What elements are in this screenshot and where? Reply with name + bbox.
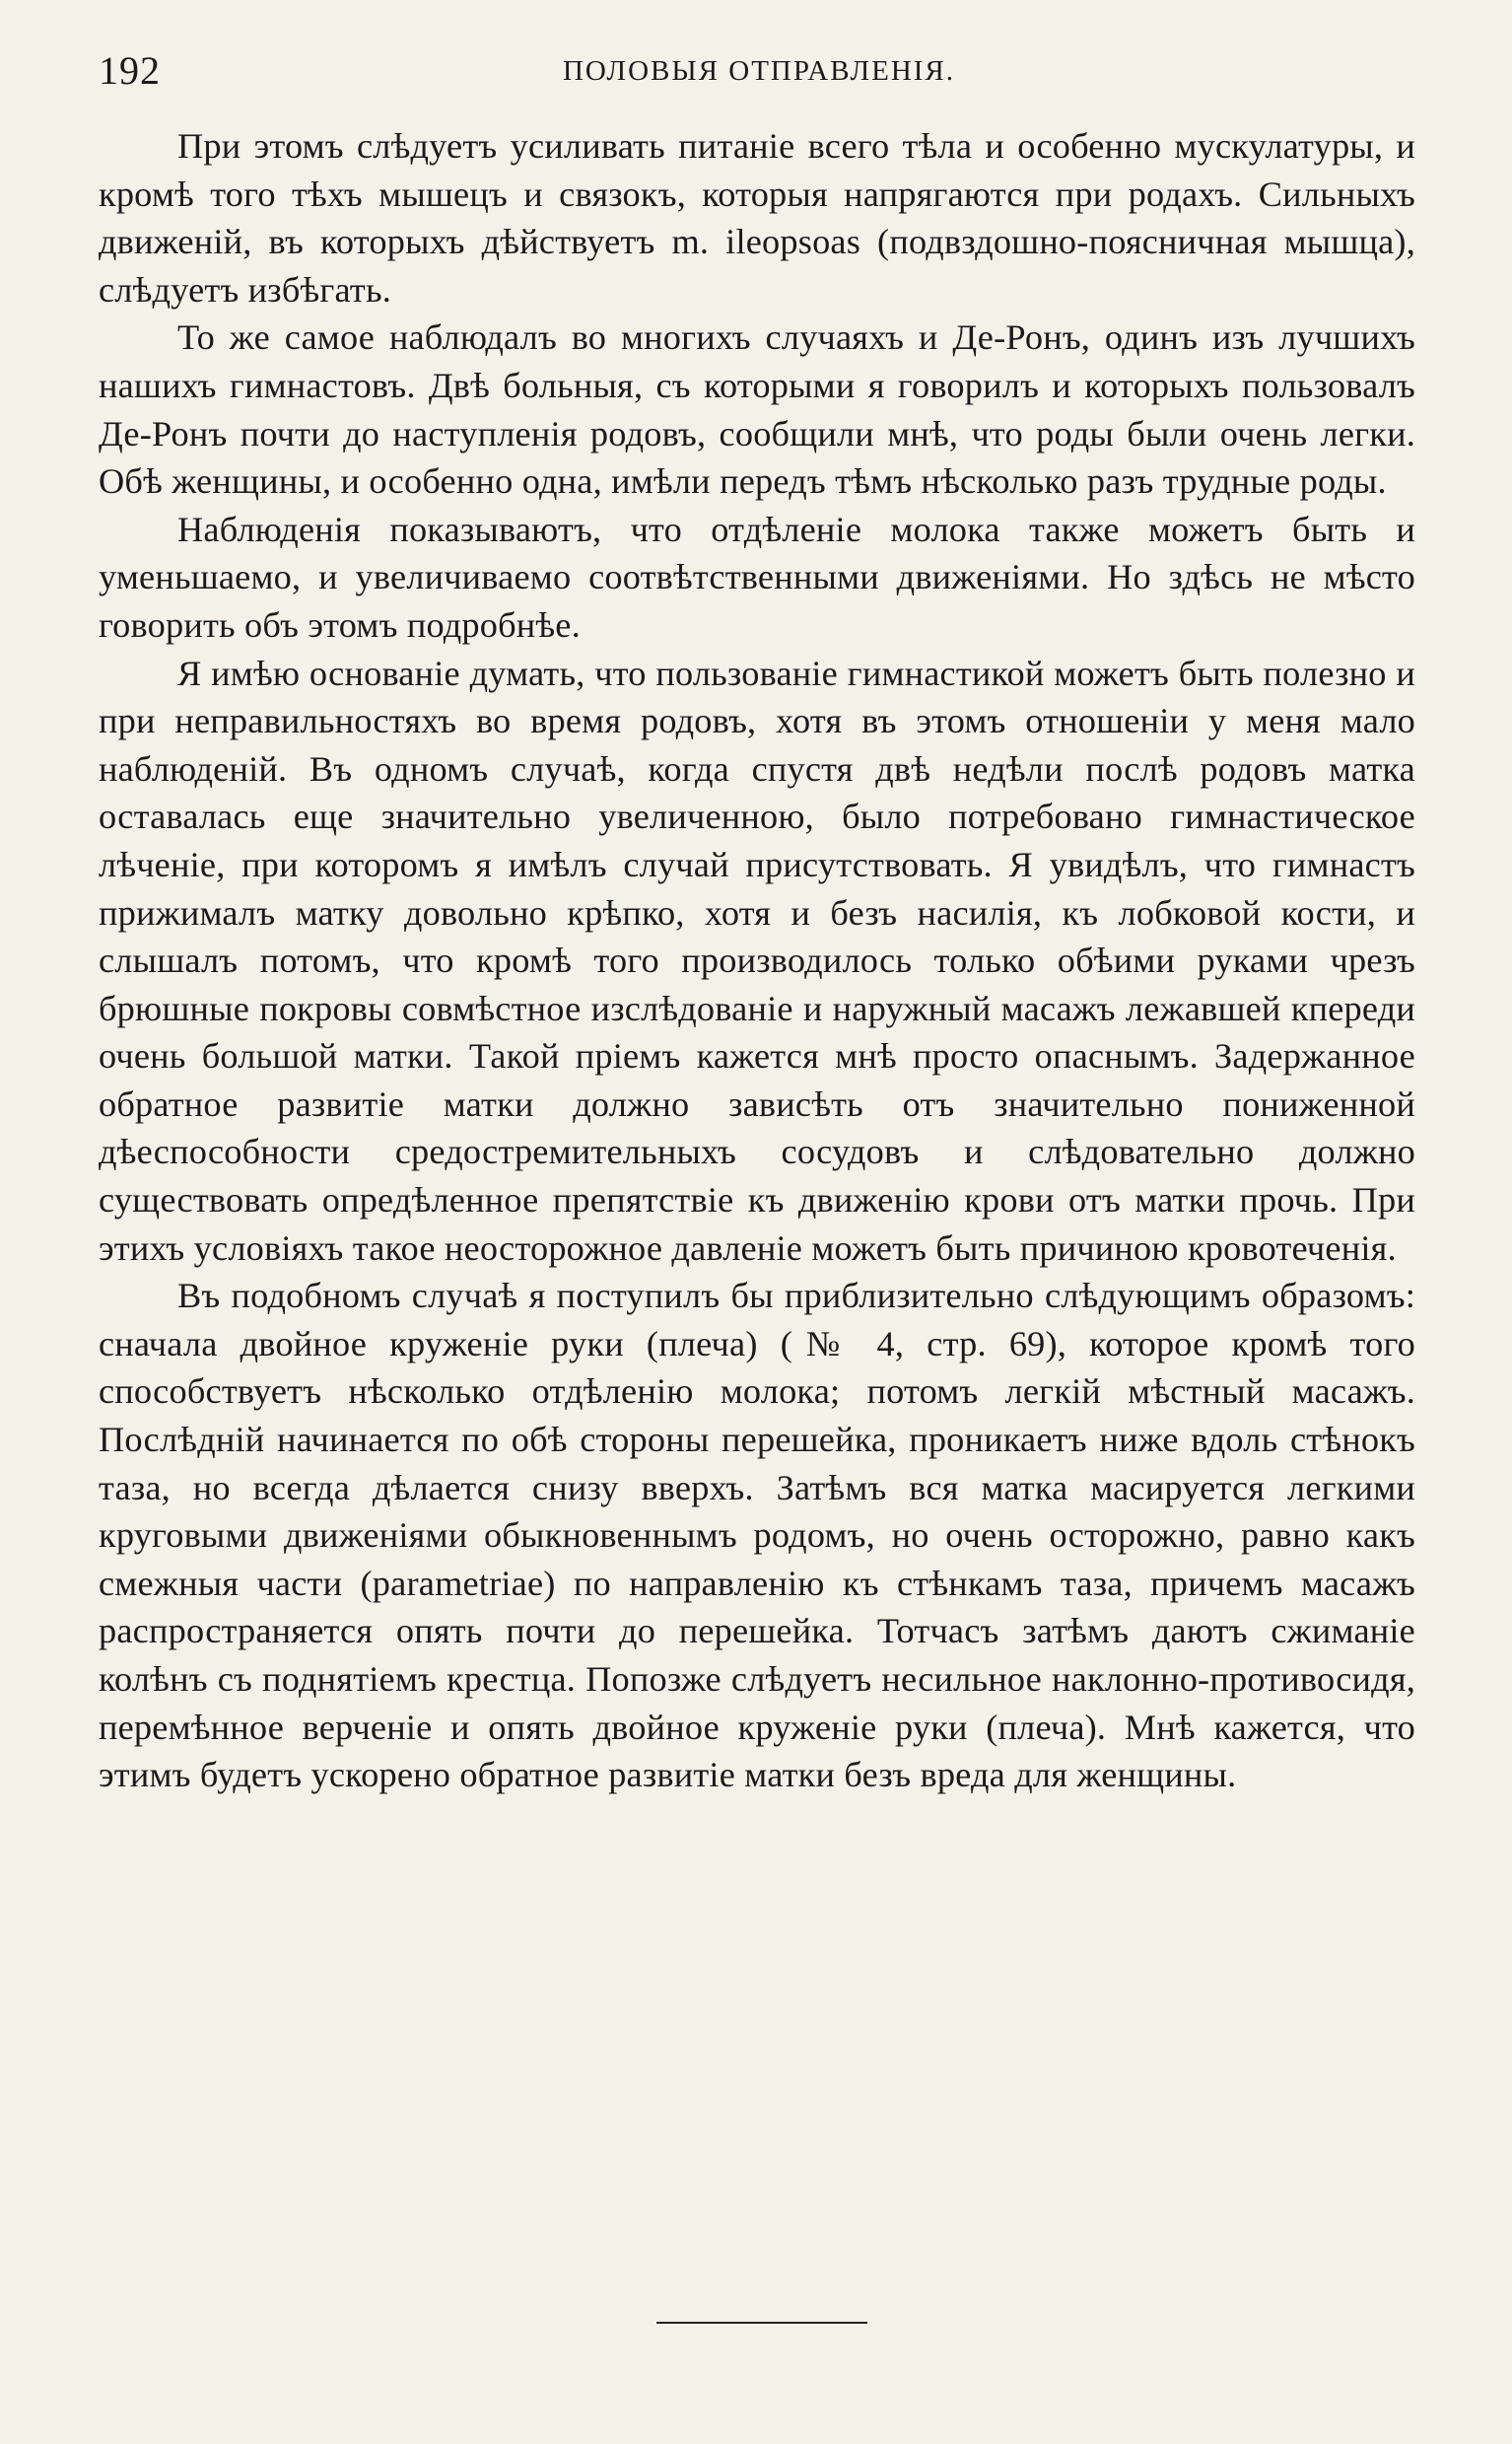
body-text	[99, 122, 1415, 1799]
page-header	[99, 47, 1419, 106]
paragraph-3: Наблюденія показываютъ, что отдѣленіе молока также можетъ быть и уменьшаемо, и увеличиваемо соотвѣтственными движеніями. Но здѣсь не мѣсто говорить объ этомъ подробнѣе.	[99, 509, 1415, 645]
paragraph-2: То же самое наблюдалъ во многихъ случаяхъ и Де-Ронъ, одинъ изъ лучшихъ нашихъ гимнастовъ. Двѣ больныя, съ которыми я говорилъ и которыхъ пользовалъ Де-Ронъ почти до наступленія родовъ, сообщили мнѣ, что роды были очень легки. Обѣ женщины, и особенно одна, имѣли передъ тѣмъ нѣсколько разъ трудные роды.	[99, 317, 1415, 502]
paragraph-1: При этомъ слѣдуетъ усиливать питаніе всего тѣла и особенно мускулатуры, и кромѣ того тѣхъ мышецъ и связокъ, которыя напрягаются при родахъ. Сильныхъ движеній, въ которыхъ дѣйствуетъ m. ileopsoas (подвздошно-поясничная мышца), слѣдуетъ избѣгать.	[99, 126, 1415, 310]
page-number: 192	[99, 48, 161, 93]
paragraph-4: Я имѣю основаніе думать, что пользованіе гимнастикой можетъ быть полезно и при неправильностяхъ во время родовъ, хотя въ этомъ отношеніи у меня мало наблюденій. Въ одномъ случаѣ, когда спустя двѣ недѣли послѣ родовъ матка оставалась еще значительно увеличенною, было потребовано гимнастическое лѣченіе, при которомъ я имѣлъ случай присутствовать. Я увидѣлъ, что гимнастъ прижималъ матку довольно крѣпко, хотя и безъ насилія, къ лобковой кости, и слышалъ потомъ, что кромѣ того производилось только обѣими руками чрезъ брюшные покровы совмѣстное изслѣдованіе и наружный масажъ лежавшей кпереди очень большой матки. Такой пріемъ кажется мнѣ просто опаснымъ. Задержанное обратное развитіе матки должно зависѣть отъ значительно пониженной дѣеспособности средостремительныхъ сосудовъ и слѣдовательно должно существовать опредѣленное препятствіе къ движенію крови отъ матки прочь. При этихъ условіяхъ такое неосторожное давленіе можетъ быть причиною кровотеченія.	[99, 653, 1415, 1268]
paragraph-5: Въ подобномъ случаѣ я поступилъ бы приблизительно слѣдующимъ образомъ: сначала двойное круженіе руки (плеча) (№ 4, стр. 69), которое кромѣ того способствуетъ нѣсколько отдѣленію молока; потомъ легкій мѣстный масажъ. Послѣдній начинается по обѣ стороны перешейка, проникаетъ ниже вдоль стѣнокъ таза, но всегда дѣлается снизу вверхъ. Затѣмъ вся матка масируется легкими круговыми движеніями обыкновеннымъ родомъ, но очень осторожно, равно какъ смежныя части (parametriae) по направленію къ стѣнкамъ таза, причемъ масажъ распространяется опять почти до перешейка. Тотчасъ затѣмъ даютъ сжиманіе колѣнъ съ поднятіемъ крестца. Попозже слѣдуетъ несильное наклонно-противосидя, перемѣнное верченіе и опять двойное круженіе руки (плеча). Мнѣ кажется, что этимъ будетъ ускорено обратное развитіе матки безъ вреда для женщины.	[99, 1276, 1415, 1795]
section-end-rule	[656, 2322, 867, 2324]
running-title: ПОЛОВЫЯ ОТПРАВЛЕНІЯ.	[562, 55, 956, 87]
